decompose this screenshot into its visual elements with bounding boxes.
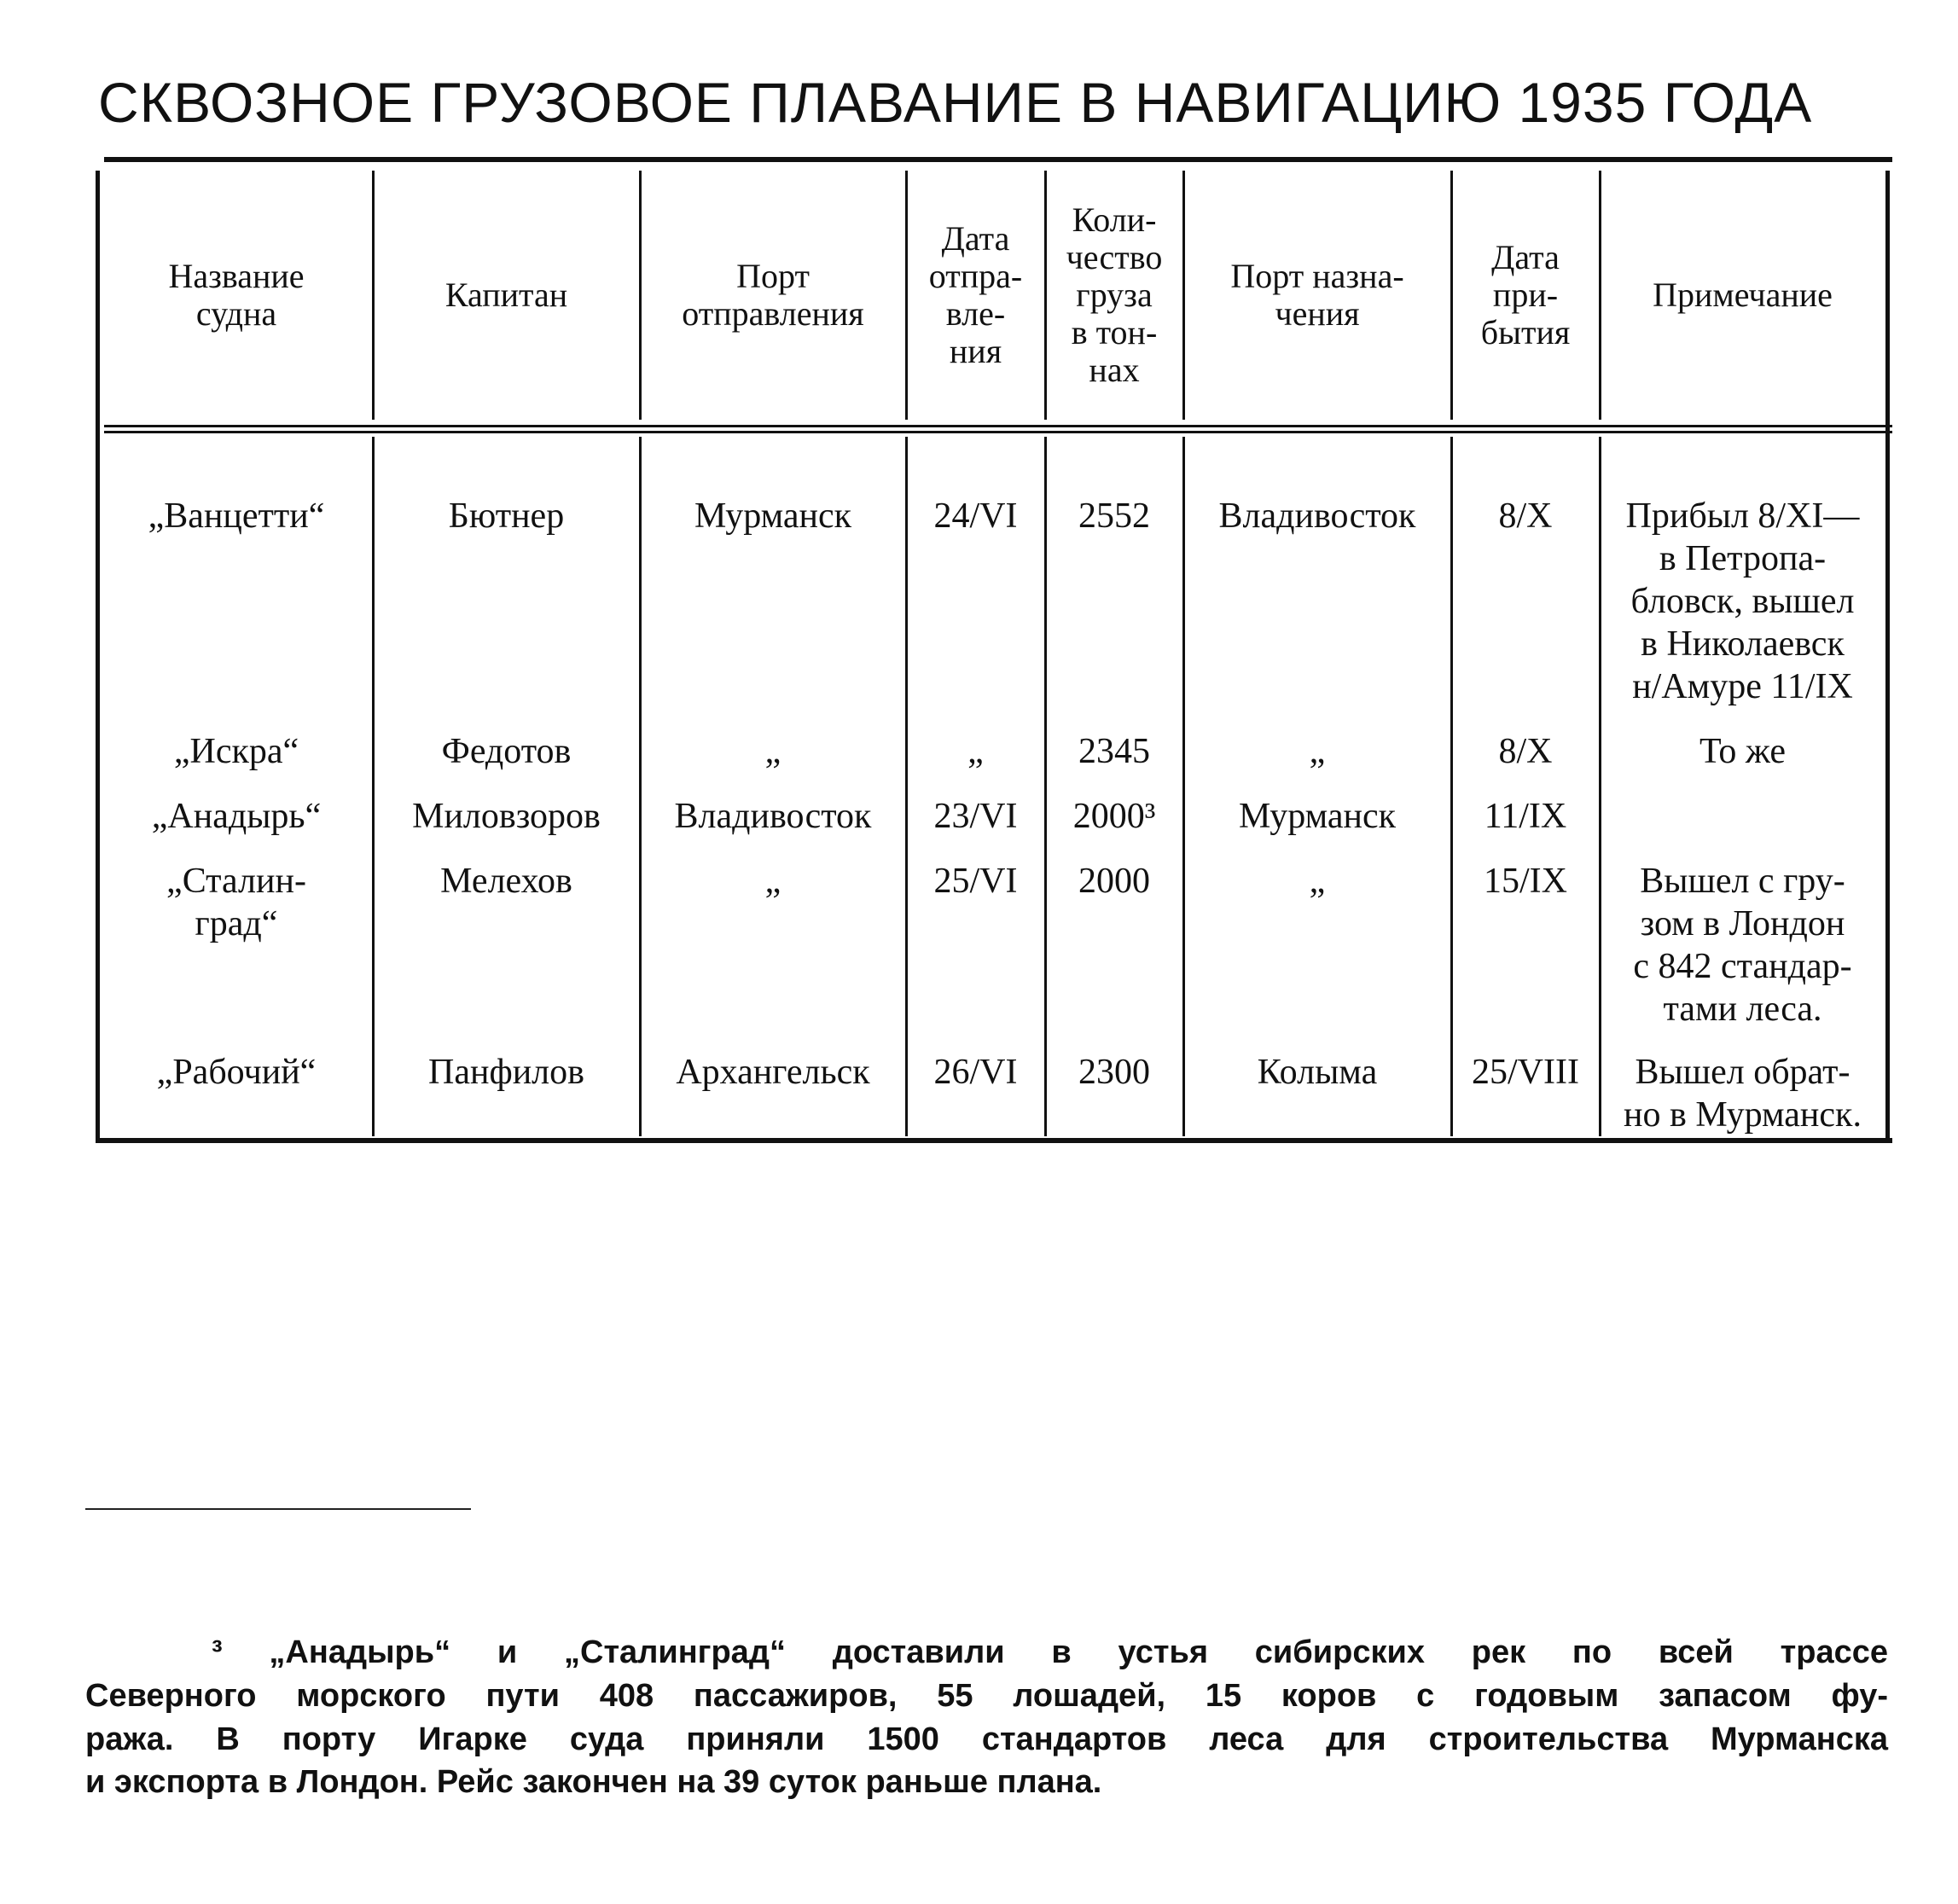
column-separator — [372, 437, 375, 1136]
cell-ship-name: „Ванцетти“ — [148, 496, 325, 536]
cell-captain: Бютнер — [448, 496, 565, 536]
cell-cargo-tons: 2300 — [1078, 1053, 1150, 1092]
table-right-border — [1885, 171, 1890, 1138]
column-separator — [1599, 171, 1601, 420]
header-cargo-tons: Коли- чество груза в тон- нах — [1066, 200, 1163, 389]
cell-departure-port: „ — [764, 732, 781, 771]
column-separator — [1450, 171, 1453, 420]
column-separator — [1044, 171, 1047, 420]
cell-remark: То же — [1699, 732, 1787, 771]
cell-departure-date: 25/VI — [933, 862, 1018, 901]
header-departure-date: Дата отпра- вле- ния — [928, 219, 1023, 370]
column-separator — [1599, 437, 1601, 1136]
cell-arrival-date: 25/VIII — [1472, 1053, 1579, 1092]
cell-captain: Мелехов — [440, 862, 572, 901]
column-separator — [1044, 437, 1047, 1136]
cell-captain: Миловзоров — [412, 797, 601, 836]
cell-arrival-date: 15/IX — [1484, 862, 1567, 901]
cell-cargo-tons: 2000 — [1078, 862, 1150, 901]
cell-departure-port: Мурманск — [694, 496, 852, 536]
header-departure-port: Порт отправления — [682, 257, 864, 333]
column-separator — [1182, 171, 1185, 420]
cell-departure-date: 23/VI — [933, 797, 1018, 836]
cell-departure-port: „ — [764, 862, 781, 901]
cell-departure-port: Архангельск — [676, 1053, 870, 1092]
cell-destination-port: Владивосток — [1218, 496, 1416, 536]
cell-destination-port: „ — [1309, 862, 1326, 901]
header-rule-second — [104, 431, 1892, 433]
cell-departure-date: 24/VI — [933, 496, 1018, 536]
footnote-line: Северного морского пути 408 пассажиров, 55 лошадей, 15 коров с годовым запасом фу- — [85, 1678, 1888, 1714]
footnote-line: и экспорта в Лондон. Рейс закончен на 39 суток раньше плана. — [85, 1764, 1102, 1800]
table-left-border — [96, 171, 100, 1138]
cell-ship-name: „Сталин- град“ — [166, 862, 306, 943]
cell-destination-port: „ — [1309, 732, 1326, 771]
cell-remark: Прибыл 8/XI— в Петропа- бловск, вышел в Николаевск н/Амуре 11/IX — [1625, 496, 1860, 706]
header-captain: Капитан — [444, 276, 568, 314]
cell-ship-name: „Анадырь“ — [151, 797, 322, 836]
cell-destination-port: Колыма — [1257, 1053, 1378, 1092]
cell-departure-date: „ — [967, 732, 984, 771]
cell-remark: Вышел с гру- зом в Лондон с 842 стандар- тами леса. — [1633, 862, 1852, 1029]
cell-ship-name: „Рабочий“ — [156, 1053, 317, 1092]
cell-captain: Федотов — [441, 732, 572, 771]
footnote-line: ³ „Анадырь“ и „Сталинград“ доставили в устья сибирских рек по всей трассе — [212, 1634, 1888, 1670]
cell-cargo-tons: 2345 — [1078, 732, 1150, 771]
header-destination-port: Порт назна- чения — [1230, 257, 1404, 333]
cell-cargo-tons: 2552 — [1078, 496, 1150, 536]
column-separator — [372, 171, 375, 420]
footnote-rule — [85, 1508, 471, 1510]
header-remark: Примечание — [1653, 276, 1833, 314]
header-ship-name: Название судна — [168, 257, 305, 333]
column-separator — [639, 171, 642, 420]
header-arrival-date: Дата при- бытия — [1480, 238, 1571, 351]
cell-captain: Панфилов — [428, 1053, 584, 1092]
cell-ship-name: „Искра“ — [173, 732, 299, 771]
table-bottom-rule — [96, 1138, 1892, 1143]
cell-arrival-date: 11/IX — [1484, 797, 1567, 836]
cell-remark: Вышел обрат- но в Мурманск. — [1624, 1053, 1862, 1135]
cell-departure-date: 26/VI — [933, 1053, 1018, 1092]
table-top-rule — [104, 157, 1892, 162]
footnote-line: ража. В порту Игарке суда приняли 1500 стандартов леса для строительства Мурманска — [85, 1721, 1888, 1757]
column-separator — [1450, 437, 1453, 1136]
column-separator — [639, 437, 642, 1136]
column-separator — [905, 171, 908, 420]
column-separator — [1182, 437, 1185, 1136]
cell-arrival-date: 8/X — [1498, 496, 1553, 536]
cell-cargo-tons: 2000³ — [1072, 797, 1156, 836]
column-separator — [905, 437, 908, 1136]
cell-departure-port: Владивосток — [674, 797, 872, 836]
cell-arrival-date: 8/X — [1498, 732, 1553, 771]
cell-destination-port: Мурманск — [1238, 797, 1397, 836]
page-title: СКВОЗНОЕ ГРУЗОВОЕ ПЛАВАНИЕ В НАВИГАЦИЮ 1935 ГОДА — [98, 71, 1813, 134]
